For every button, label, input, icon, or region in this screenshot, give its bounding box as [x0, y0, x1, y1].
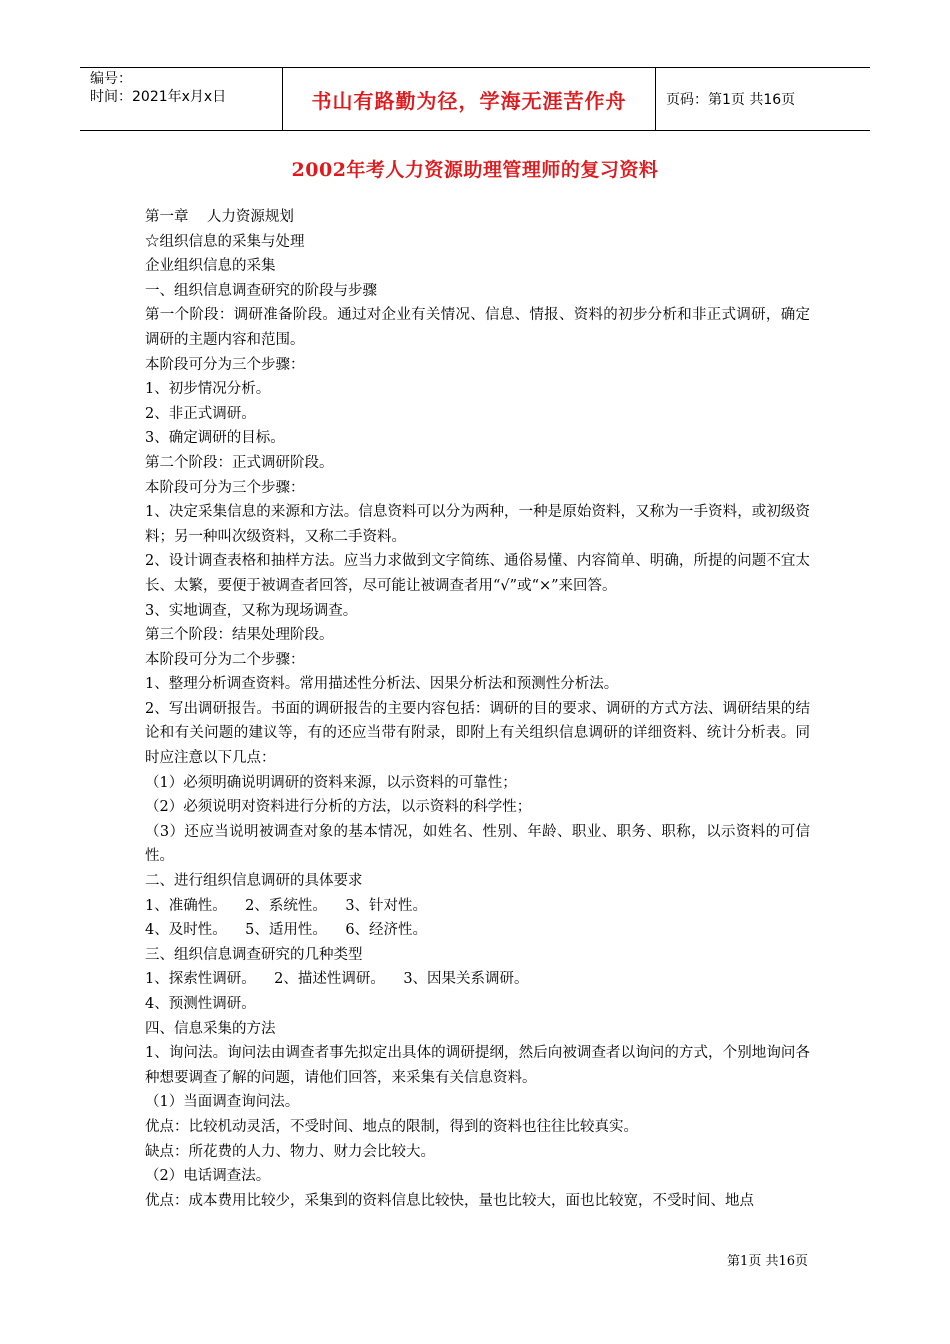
body-line: （3）还应当说明被调查对象的基本情况，如姓名、性别、年龄、职业、职务、职称，以示资料的可信性。 — [145, 823, 810, 865]
date-label: 时间：2021年x月x日 — [90, 89, 227, 105]
body-line: 1、初步情况分析。 — [145, 381, 271, 398]
body-line: （2）电话调查法。 — [145, 1168, 271, 1185]
body-line: 4、预测性调研。 — [145, 996, 256, 1012]
document-body — [145, 205, 810, 1213]
body-line: 二、进行组织信息调研的具体要求 — [145, 873, 363, 890]
body-line: 1、整理分析调查资料。常用描述性分析法、因果分析法和预测性分析法。 — [145, 676, 619, 693]
body-line: 本阶段可分为三个步骤： — [145, 356, 305, 373]
body-line: 1、决定采集信息的来源和方法。信息资料可以分为两种，一种是原始资料，又称为一手资料，或初级资料；另一种叫次级资料，又称二手资料。 — [145, 504, 810, 545]
body-line: 3、实地调查，又称为现场调查。 — [145, 602, 358, 619]
body-line: 1、询问法。询问法由调查者事先拟定出具体的调研提纲，然后向被调查者以询问的方式，个别地询问各种想要调查了解的问题，请他们回答，来采集有关信息资料。 — [145, 1045, 810, 1086]
header-meta-cell — [80, 68, 282, 130]
serial-number-label: 编号： — [90, 71, 132, 87]
body-line: （2）必须说明对资料进行分析的方法，以示资料的科学性； — [145, 799, 532, 816]
page-footer: 第1页 共16页 — [727, 1254, 808, 1269]
body-line: （1）当面调查询问法。 — [145, 1094, 300, 1111]
body-line: 四、信息采集的方法 — [145, 1020, 276, 1037]
body-line: 本阶段可分为二个步骤： — [145, 651, 305, 668]
body-line: 缺点：所花费的人力、物力、财力会比较大。 — [145, 1143, 435, 1160]
body-line: 第三个阶段：结果处理阶段。 — [145, 627, 334, 644]
motto-text: 书山有路勤为径，学海无涯苦作舟 — [311, 88, 627, 113]
document-title: 2002年考人力资源助理管理师的复习资料 — [291, 159, 659, 181]
body-line: 4、及时性。 5、适用性。 6、经济性。 — [145, 922, 428, 939]
body-line: 3、确定调研的目标。 — [145, 430, 285, 447]
body-line: ☆组织信息的采集与处理 — [145, 233, 305, 250]
body-line: 1、探索性调研。 2、描述性调研。 3、因果关系调研。 — [145, 971, 529, 988]
body-line: 第二个阶段：正式调研阶段。 — [145, 454, 334, 471]
header-page-cell — [656, 68, 870, 130]
document-header — [80, 67, 870, 131]
body-line: 2、设计调查表格和抽样方法。应当力求做到文字简练、通俗易懂、内容简单、明确，所提的问题不宜太长、太繁，要便于被调查者回答，尽可能让被调查者用“√”或“×”来回答。 — [145, 553, 810, 594]
page-info: 页码：第1页 共16页 — [666, 92, 796, 108]
body-line: 2、写出调研报告。书面的调研报告的主要内容包括：调研的目的要求、调研的方式方法、调研结果的结论和有关问题的建议等，有的还应当带有附录，即附上有关组织信息调研的详细资料、统计分析表。同时应注意以下几点： — [145, 700, 810, 767]
body-line: 第一个阶段：调研准备阶段。通过对企业有关情况、信息、情报、资料的初步分析和非正式调研，确定调研的主题内容和范围。 — [145, 307, 810, 348]
header-motto-cell — [282, 68, 656, 130]
body-line: 三、组织信息调查研究的几种类型 — [145, 946, 363, 963]
body-line: 一、组织信息调查研究的阶段与步骤 — [145, 282, 377, 299]
body-line: 优点：比较机动灵活，不受时间、地点的限制，得到的资料也往往比较真实。 — [145, 1118, 638, 1135]
body-line: 企业组织信息的采集 — [145, 258, 276, 275]
body-line: （1）必须明确说明调研的资料来源，以示资料的可靠性； — [145, 774, 517, 791]
body-line: 1、准确性。 2、系统性。 3、针对性。 — [145, 897, 428, 914]
body-line: 优点：成本费用比较少，采集到的资料信息比较快，量也比较大，面也比较宽，不受时间、地点 — [145, 1192, 754, 1209]
body-line: 2、非正式调研。 — [145, 405, 256, 422]
body-line: 本阶段可分为三个步骤： — [145, 479, 305, 496]
body-line: 第一章 人力资源规划 — [145, 209, 294, 225]
